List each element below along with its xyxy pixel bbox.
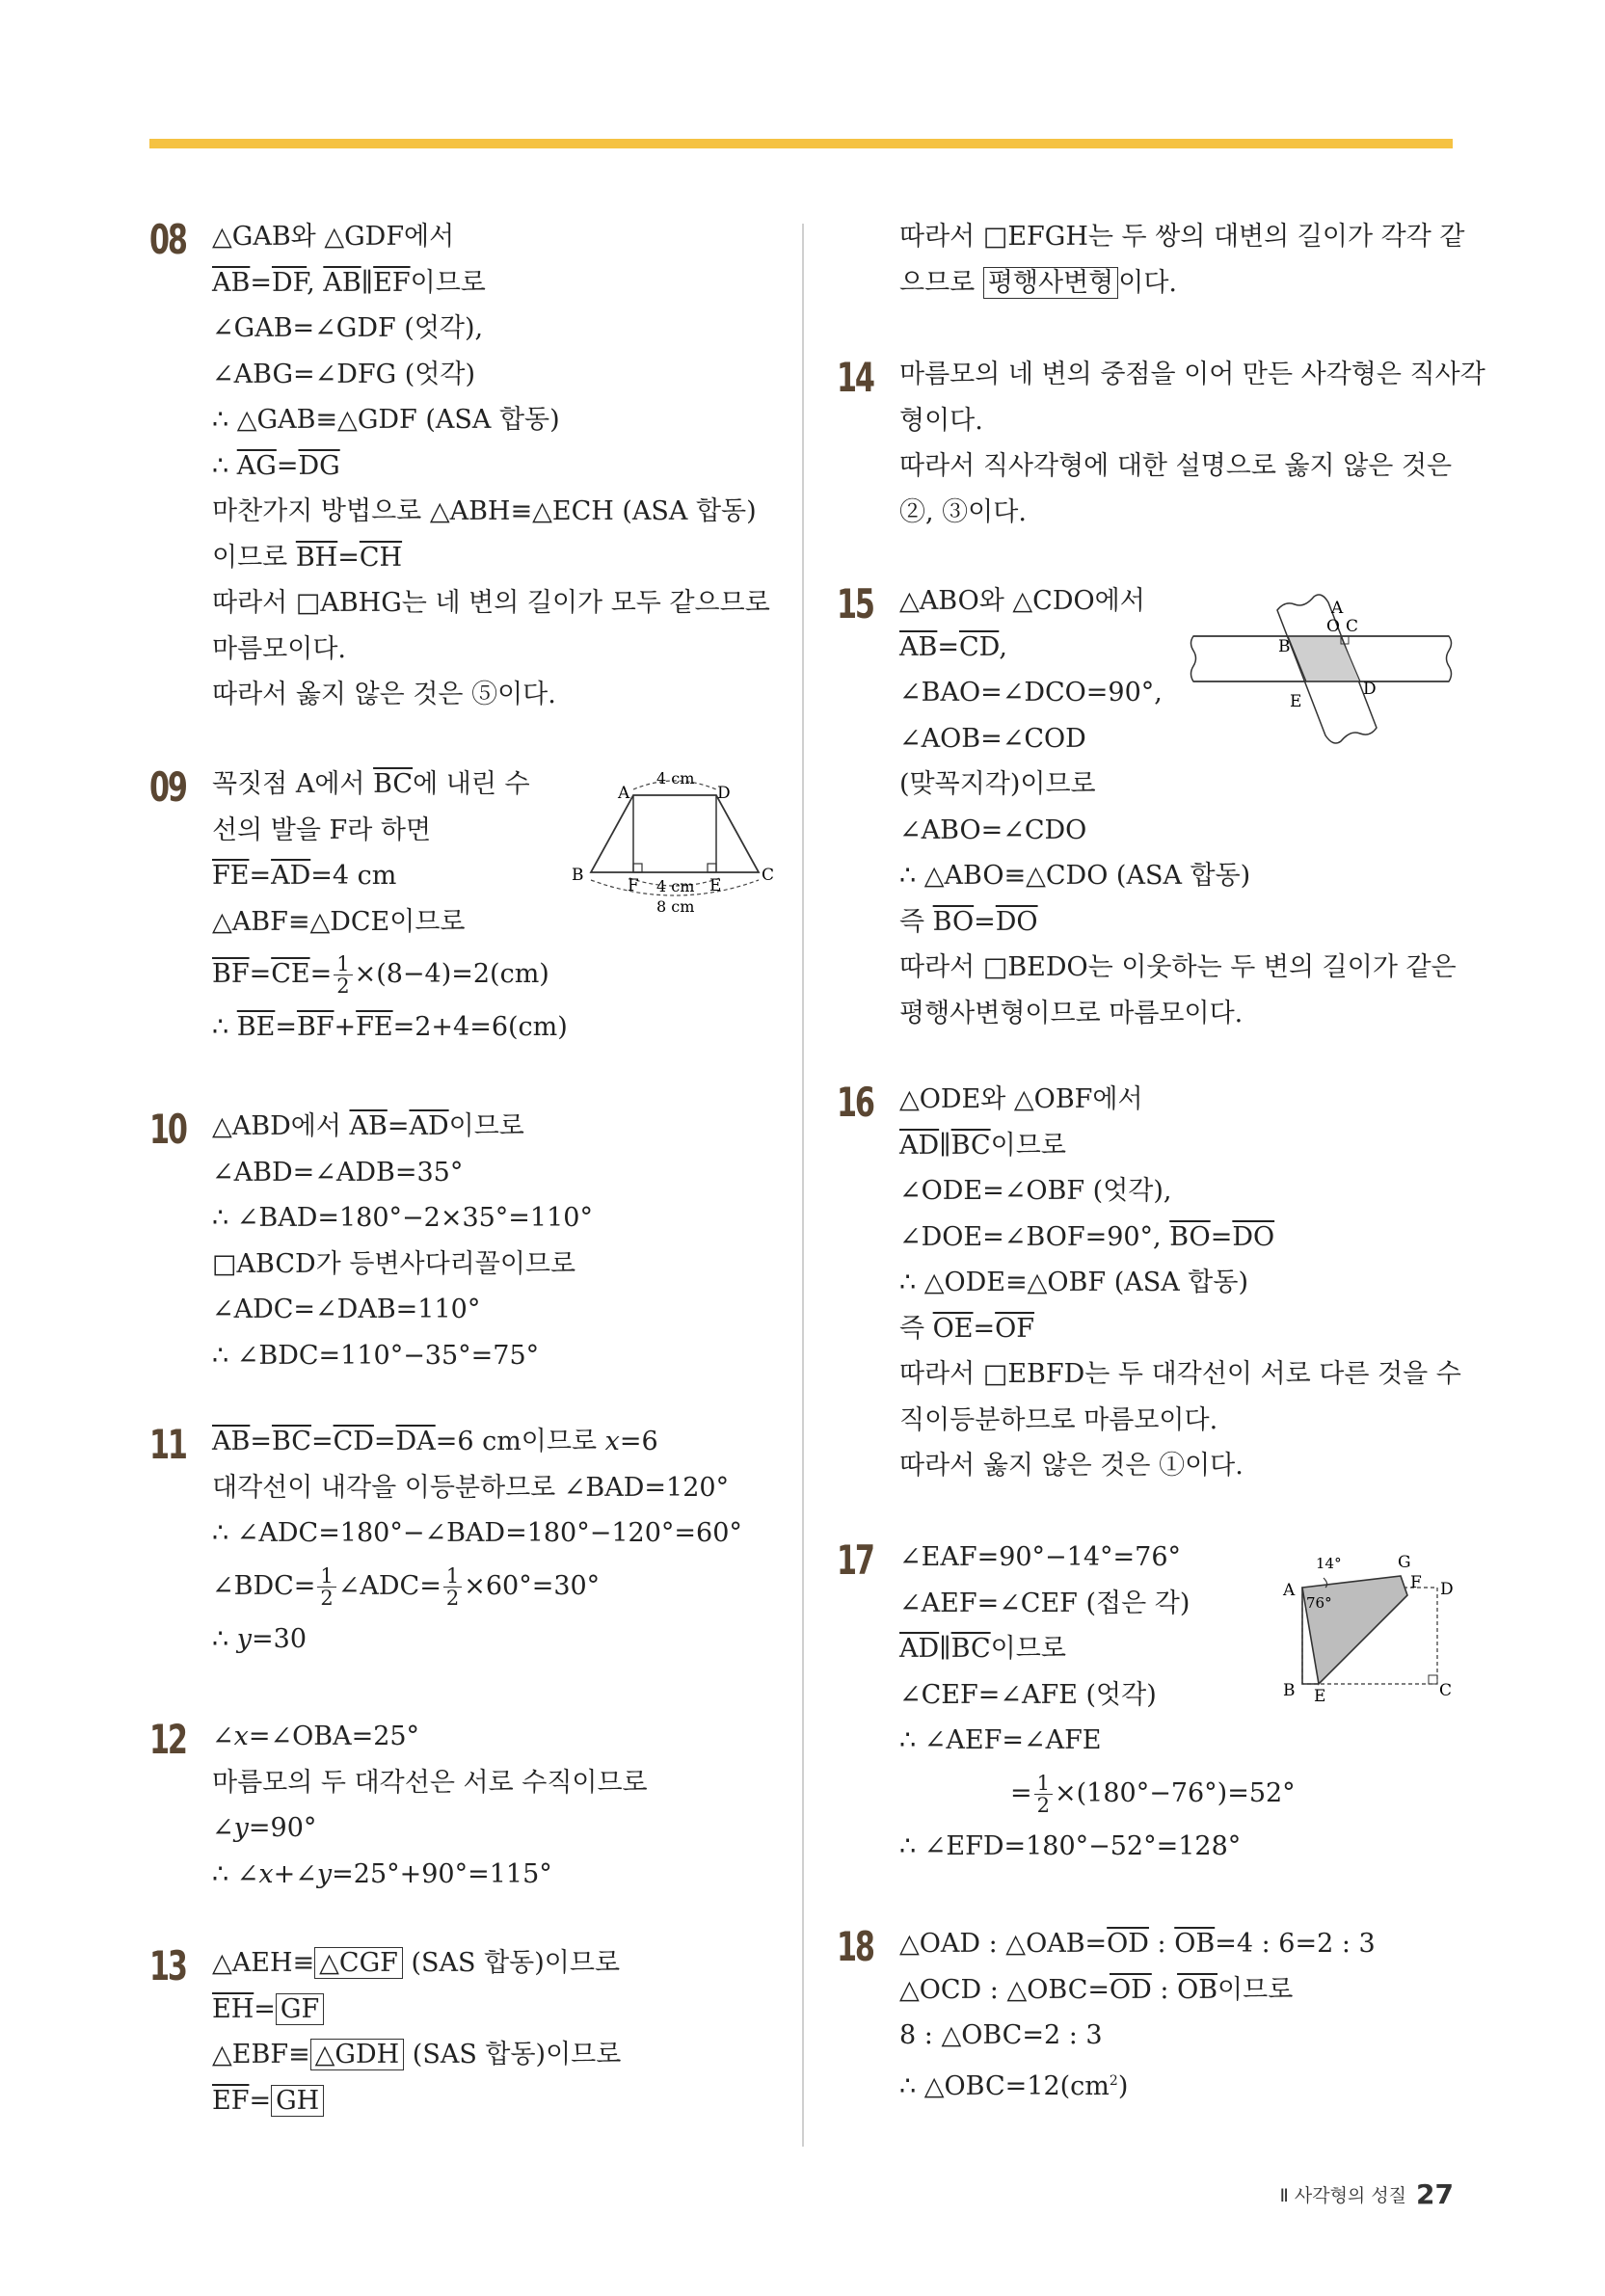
problem-number: 11 <box>149 1421 186 1468</box>
text-line: $\overline{AD}\parallel\overline{BC}$이므로 <box>899 1130 1066 1161</box>
label-F: F <box>1410 1573 1422 1592</box>
text-line: $\overline{AB}=\overline{DF}$, $\overline{AB}\parallel\overline{EF}$이므로 <box>212 267 486 298</box>
problem-number: 18 <box>837 1923 873 1970</box>
label-D: D <box>717 784 731 803</box>
text-line: $\overline{EH}=$ GF <box>212 1987 786 2033</box>
text-line: $\overline{AD}\parallel\overline{BC}$이므로 <box>899 1634 1066 1664</box>
text-line: ∠ABD=∠ADB=35° <box>212 1157 464 1188</box>
folded-paper-figure <box>1266 1539 1458 1708</box>
text-line: ∴ $\overline{AG}=\overline{DG}$ <box>212 450 340 481</box>
text-line: 이므로 $\overline{BH}=\overline{CH}$ <box>212 542 403 573</box>
text-line: $\overline{BF}=\overline{CE}=$ $\frac{1}{2}$ ×(8−4)=2(cm) <box>212 952 549 998</box>
text-line: ∴ ∠BAD=180°−2×35°=110° <box>212 1203 593 1233</box>
problem-body <box>899 352 1485 535</box>
text-line: ∠ODE=∠OBF (엇각), <box>899 1176 1172 1206</box>
label-mid-length: 4 cm <box>656 877 695 895</box>
text-line: ∠BDC= $\frac{1}{2}$ ∠ADC= $\frac{1}{2}$ ×60°=30° <box>212 1563 601 1610</box>
text-line: 형이다. <box>899 405 983 436</box>
label-F: F <box>628 876 639 895</box>
text-line: 8 : △OBC=2 : 3 <box>899 2020 1103 2050</box>
text-line: ∴ ∠x+∠y=25°+90°=115° <box>212 1858 552 1889</box>
text-line: ∠y=90° <box>212 1813 317 1843</box>
text-line: (맞꼭지각)이므로 <box>899 769 1096 799</box>
text-line: 즉 $\overline{OE}=\overline{OF}$ <box>899 1313 1035 1344</box>
label-O: O <box>1326 617 1340 636</box>
text-line: ②, ③이다. <box>899 496 1027 527</box>
text-line: ∠BAO=∠DCO=90°, <box>899 678 1163 707</box>
label-C: C <box>762 866 775 885</box>
text-line: ∠ADC=∠DAB=110° <box>212 1295 481 1324</box>
text-line: ∠GAB=∠GDF (엇각), <box>212 313 484 343</box>
angle-76: 76° <box>1306 1594 1332 1612</box>
label-B: B <box>572 866 584 885</box>
label-bottom-length: 8 cm <box>656 897 695 916</box>
page-footer <box>1279 2178 1454 2210</box>
problem-body <box>212 1714 786 1897</box>
text-line: ∴ $\overline{BE}=\overline{BF}+\overline{FE}=2+4=6(cm)$ <box>212 1012 568 1042</box>
text-line: 따라서 옳지 않은 것은 ①이다. <box>899 1451 1244 1481</box>
top-accent-bar <box>149 139 1453 148</box>
text-line: $\overline{FE}=\overline{AD}=4$ cm <box>212 861 397 891</box>
text-line: $\overline{AB}=\overline{CD}$, <box>899 631 1007 662</box>
label-D: D <box>1440 1580 1454 1599</box>
trapezoid-figure <box>564 766 781 925</box>
text-line: ∠EAF=90°−14°=76° <box>899 1542 1182 1572</box>
text-line: 으므로 평행사변형 이다. <box>899 267 1178 298</box>
text-line: = $\frac{1}{2}$ ×(180°−76°)=52° <box>1010 1771 1296 1817</box>
text-line: 따라서 □ABHG는 네 변의 길이가 모두 같으므로 <box>212 588 770 618</box>
problem-number: 08 <box>149 216 186 263</box>
text-line: $\overline{AB}=\overline{BC}=\overline{CD}=\overline{DA}=6$ cm이므로 x=6 <box>212 1427 658 1456</box>
text-line: ∠ABO=∠CDO <box>899 814 1087 845</box>
problem-number: 10 <box>149 1106 186 1153</box>
text-line: ∴ △ABO≡△CDO (ASA 합동) <box>899 861 1251 891</box>
text-line: ∴ $\triangle OBC=12(cm^2)$ <box>899 2070 1129 2101</box>
text-line: 선의 발을 F라 하면 <box>212 814 432 845</box>
text-line: △ODE와 △OBF에서 <box>899 1084 1143 1114</box>
text-line: 따라서 □BEDO는 이웃하는 두 변의 길이가 같은 <box>899 952 1457 982</box>
text-line: ∠x=∠OBA=25° <box>212 1722 420 1751</box>
problem-number: 12 <box>149 1716 186 1763</box>
label-C: C <box>1346 617 1359 636</box>
text-line: ∠AEF=∠CEF (접은 각) <box>899 1588 1190 1618</box>
text-line: $\overline{EF}=$ GH <box>212 2078 786 2124</box>
problem-number: 14 <box>837 354 873 401</box>
problem-body <box>899 1077 1461 1489</box>
text-line: □ABCD가 등변사다리꼴이므로 <box>212 1248 576 1279</box>
label-E: E <box>1290 692 1302 711</box>
text-line: ∠AOB=∠COD <box>899 723 1086 754</box>
label-E: E <box>1314 1687 1326 1706</box>
text-line: ∴ ∠ADC=180°−∠BAD=180°−120°=60° <box>212 1518 742 1548</box>
text-line: ∠ABG=∠DFG (엇각) <box>212 359 476 389</box>
text-line: 마찬가지 방법으로 △ABH≡△ECH (ASA 합동) <box>212 496 757 526</box>
label-A: A <box>1331 599 1344 618</box>
text-line: 마름모의 네 변의 중점을 이어 만든 사각형은 직사각 <box>899 360 1485 389</box>
text-line: ∴ ∠BDC=110°−35°=75° <box>212 1340 540 1371</box>
chapter-title: Ⅱ 사각형의 성질 <box>1279 2185 1407 2206</box>
text-line: ∠DOE=∠BOF=90°, $\overline{BO}=\overline{DO}$ <box>899 1221 1275 1252</box>
label-A: A <box>1283 1581 1296 1600</box>
problem-body <box>212 214 786 718</box>
problem-body <box>212 1419 786 1662</box>
text-line: 꼭짓점 A에서 $\overline{BC}$에 내린 수 <box>212 769 530 799</box>
text-line: △AEH≡ △CGF (SAS 합동)이므로 <box>212 1948 621 1978</box>
label-E: E <box>709 876 722 895</box>
label-top-length: 4 cm <box>656 769 695 788</box>
text-line: 따라서 □EBFD는 두 대각선이 서로 다른 것을 수 <box>899 1359 1461 1389</box>
text-line: △ABD에서 $\overline{AB}=\overline{AD}$이므로 <box>212 1111 524 1141</box>
label-D: D <box>1363 680 1377 699</box>
paper-strips-figure <box>1189 583 1458 752</box>
text-line: 따라서 옳지 않은 것은 ⑤이다. <box>212 680 556 709</box>
text-line: 따라서 직사각형에 대한 설명으로 옳지 않은 것은 <box>899 451 1453 481</box>
label-G: G <box>1398 1553 1411 1572</box>
problem-number: 09 <box>149 763 186 811</box>
problem-number: 16 <box>837 1079 873 1126</box>
problem-body <box>899 1921 1458 2104</box>
text-line: △ABO와 △CDO에서 <box>899 586 1145 616</box>
text-line: 직이등분하므로 마름모이다. <box>899 1404 1218 1435</box>
problem-number: 13 <box>149 1942 186 1989</box>
text-line: ∴ y=30 <box>212 1623 308 1654</box>
problem-number: 17 <box>837 1536 873 1584</box>
label-C: C <box>1439 1681 1453 1700</box>
text-line: ∠CEF=∠AFE (엇각) <box>899 1679 1157 1710</box>
problem-body <box>212 1104 786 1378</box>
text-line: 따라서 □EFGH는 두 쌍의 대변의 길이가 각각 같 <box>899 222 1465 252</box>
angle-14: 14° <box>1316 1555 1342 1572</box>
problem-number: 15 <box>837 580 873 627</box>
text-line: △OAD : $\triangle OAB=\overline{OD}$ : $\overline{OB}=4$ : 6=2 : 3 <box>899 1929 1376 1959</box>
text-line: △ABF≡△DCE이므로 <box>212 906 466 937</box>
text-line: 마름모의 두 대각선은 서로 수직이므로 <box>212 1767 648 1798</box>
text-line: 평행사변형이므로 마름모이다. <box>899 998 1244 1028</box>
text-line: △OCD : $\triangle OBC=\overline{OD}$ : $\overline{OB}$이므로 <box>899 1974 1294 2005</box>
problem-body <box>899 214 1465 306</box>
text-line: 대각선이 내각을 이등분하므로 ∠BAD=120° <box>212 1472 730 1503</box>
label-B: B <box>1283 1681 1296 1700</box>
label-B: B <box>1278 637 1291 656</box>
column-divider <box>802 224 804 2147</box>
page-number: 27 <box>1416 2178 1454 2210</box>
text-line: ∴ △GAB≡△GDF (ASA 합동) <box>212 405 560 435</box>
text-line: △GAB와 △GDF에서 <box>212 222 455 252</box>
text-line: ∴ ∠EFD=180°−52°=128° <box>899 1830 1242 1861</box>
text-line: 즉 $\overline{BO}=\overline{DO}$ <box>899 906 1038 937</box>
text-line: △EBF≡ △GDH (SAS 합동)이므로 <box>212 2040 622 2069</box>
text-line: ∴ △ODE≡△OBF (ASA 합동) <box>899 1268 1249 1297</box>
problem-body <box>212 1940 786 2123</box>
text-line: 마름모이다. <box>212 633 346 664</box>
text-line: ∴ ∠AEF=∠AFE <box>899 1725 1102 1755</box>
label-A: A <box>618 784 630 803</box>
